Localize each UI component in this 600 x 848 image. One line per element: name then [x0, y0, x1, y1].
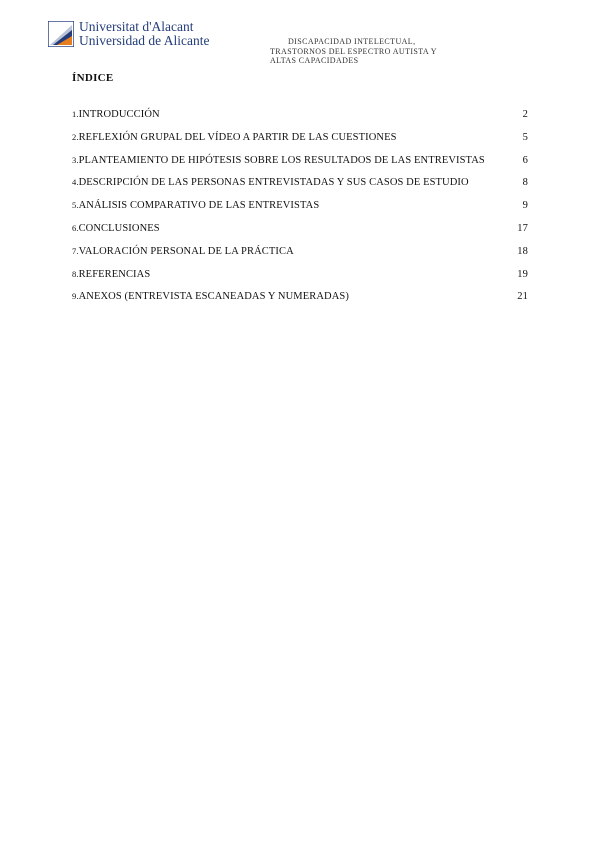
toc-entry-number: 2.	[72, 131, 79, 142]
toc-entry-title: PLANTEAMIENTO DE HIPÓTESIS SOBRE LOS RESULTADOS DE LAS ENTREVISTAS	[78, 154, 485, 166]
toc-entry-page: 8	[522, 177, 528, 189]
course-title-line-3: ALTAS CAPACIDADES	[270, 56, 359, 65]
toc-entry-page: 6	[522, 154, 528, 166]
toc-entry-number: 4.	[72, 177, 79, 188]
university-name-spanish: Universidad de Alicante	[79, 33, 210, 48]
toc-entry-title: VALORACIÓN PERSONAL DE LA PRÁCTICA	[78, 245, 294, 257]
toc-entry-title: CONCLUSIONES	[78, 222, 160, 234]
toc-entry-page: 17	[517, 222, 528, 234]
toc-entry-title: INTRODUCCIÓN	[78, 109, 160, 120]
toc-entry-title: REFERENCIAS	[78, 268, 151, 280]
university-name	[79, 20, 209, 48]
toc-entry-label	[72, 269, 150, 280]
toc-entry[interactable]	[72, 269, 528, 292]
toc-entry-label	[72, 109, 160, 120]
toc-entry-page: 19	[517, 268, 528, 280]
toc-entry[interactable]	[72, 177, 528, 200]
toc-entry[interactable]	[72, 109, 528, 132]
toc-entry-title: DESCRIPCIÓN DE LAS PERSONAS ENTREVISTADAS Y SUS CASOS DE ESTUDIO	[78, 177, 469, 189]
university-name-valencian: Universitat d'Alacant	[79, 19, 194, 34]
toc-entry[interactable]	[72, 200, 528, 223]
toc-entry-label	[72, 177, 469, 188]
toc-entry-page: 2	[522, 109, 528, 120]
toc-entry[interactable]	[72, 223, 528, 246]
toc-entry-number: 1.	[72, 109, 79, 119]
course-title	[270, 37, 510, 66]
toc-entry[interactable]	[72, 155, 528, 178]
toc-entry-label	[72, 132, 397, 143]
toc-entry-number: 6.	[72, 222, 79, 233]
toc-entry-label	[72, 291, 349, 302]
table-of-contents	[72, 109, 528, 314]
course-title-line-1: DISCAPACIDAD INTELECTUAL,	[288, 37, 416, 46]
toc-entry[interactable]	[72, 291, 528, 314]
toc-entry[interactable]	[72, 246, 528, 269]
toc-entry-page: 18	[517, 245, 528, 257]
toc-entry-number: 3.	[72, 154, 79, 165]
university-logo-icon	[48, 21, 74, 47]
toc-entry-number: 9.	[72, 291, 79, 302]
toc-entry-label	[72, 155, 485, 166]
toc-entry-page: 5	[522, 131, 528, 143]
toc-entry-label	[72, 223, 160, 234]
toc-entry-title: ANÁLISIS COMPARATIVO DE LAS ENTREVISTAS	[78, 200, 320, 212]
index-heading: ÍNDICE	[72, 72, 114, 84]
course-title-line-2: TRASTORNOS DEL ESPECTRO AUTISTA Y	[270, 46, 437, 56]
university-logo	[48, 20, 208, 50]
toc-entry-number: 8.	[72, 268, 79, 279]
toc-entry-page: 9	[522, 200, 528, 212]
toc-entry-number: 5.	[72, 200, 79, 211]
toc-entry-label	[72, 246, 294, 257]
toc-entry-label	[72, 200, 319, 211]
toc-entry-page: 21	[517, 291, 528, 303]
toc-entry-number: 7.	[72, 245, 79, 256]
toc-entry-title: REFLEXIÓN GRUPAL DEL VÍDEO A PARTIR DE LAS CUESTIONES	[78, 131, 397, 143]
toc-entry-title: ANEXOS (ENTREVISTA ESCANEADAS Y NUMERADAS)	[78, 291, 349, 303]
toc-entry[interactable]	[72, 132, 528, 155]
